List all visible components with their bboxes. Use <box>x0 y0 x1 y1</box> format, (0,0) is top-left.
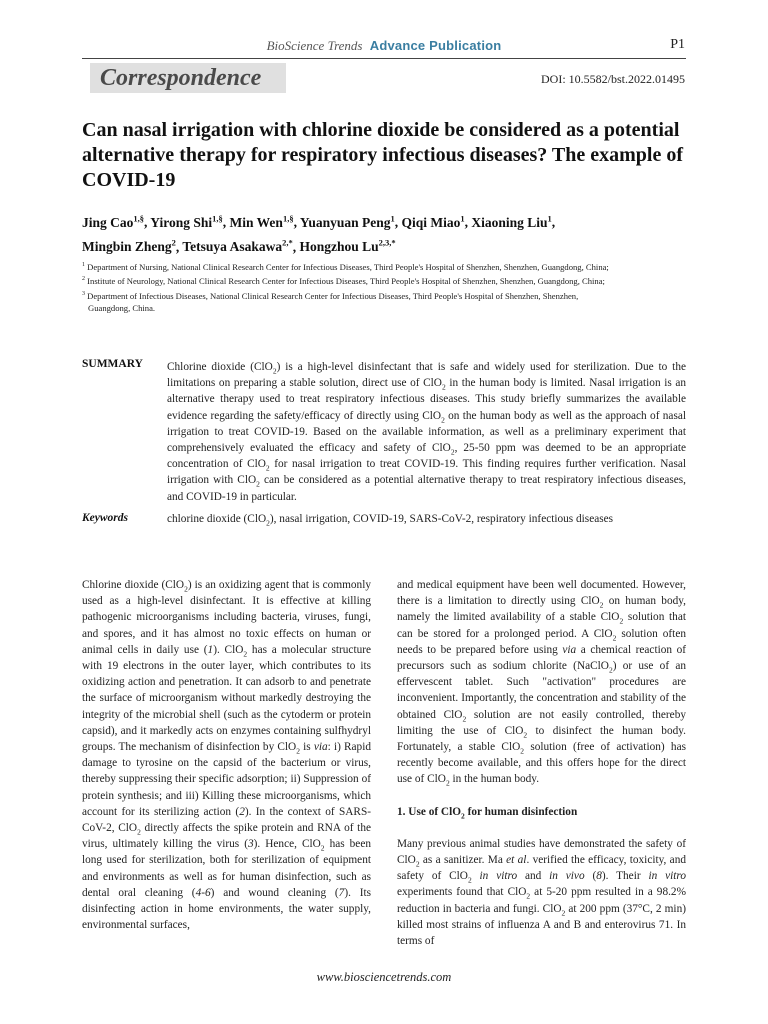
section-tag: Correspondence <box>90 63 286 93</box>
body-paragraph: Many previous animal studies have demonstrated the safety of ClO$_2$ as a sanitizer. Ma et al. verified the efficacy, toxicity, and safety of ClO$_2$ in vitro and in vivo (8). Their in vitro experiments found that ClO$_2$ at 5-20 ppm resulted in a 98.2% reduction in bacteria and fungi. ClO$_2$ at 200 ppm (37°C, 2 min) killed most strains of influenza A and B and enterovirus 71. In terms of <box>397 837 687 948</box>
author: Jing Cao$^{1,\S}$ <box>82 213 145 230</box>
body-column-right <box>397 577 686 949</box>
header-divider <box>82 58 686 59</box>
author: Mingbin Zheng$^2$ <box>82 237 176 254</box>
author: Yuanyuan Peng$^1$ <box>299 213 395 230</box>
author: Tetsuya Asakawa$^{2,*}$ <box>182 237 293 254</box>
author-list: Jing Cao$^{1,\S}$, Yirong Shi$^{1,\S}$, Min Wen$^{1,\S}$, Yuanyuan Peng$^1$, Qiqi Miao$^1$, Xiaoning Liu$^1$, Mingbin Zheng$^2$, Tetsuya Asakawa$^{2,*}$, Hongzhou $Lu^{2,3,*}$ <box>82 213 556 254</box>
body-paragraph: Chlorine dioxide (ClO$_2$) is an oxidizing agent that is commonly used as a high-level disinfectant. It is effective at killing pathogenic microorganisms including bacteria, viruses, fungi, and spores, and it has almost no toxic effects on human or animal cells in daily use (1). ClO$_2$ has a molecular structure with 19 electrons in the outer layer, which contributes to its oxidizing action and penetration. It can adsorb to and penetrate the surface of microorganism without markedly destroying the integrity of the microbial shell (such as the cytoderm or protein capsid), and it markedly acts on enzymes containing sulfhydryl groups. The mechanism of disinfection by ClO$_2$ is via: i) Rapid damage to tyrosine on the capsid of the bacterium or virus, thereby suppressing their specific adsorption; ii) Suppression of protein synthesis; and iii) Killing these microorganisms, which account for its sterilizing action (2). In the context of SARS-CoV-2, ClO$_2$ directly affects the spike protein and RNA of the virus, ultimately killing the virus (3). Hence, ClO$_2$ has been long used for sterilization, both for sterilization of equipment and environments as well as for human disinfection, such as dental oral cleaning (4-6) and wound cleaning (7). Its disinfecting action in home environments, the water supply, environmental surfaces, <box>82 579 372 932</box>
keywords-text: chlorine dioxide (ClO$_2$), nasal irrigation, COVID-19, SARS-CoV-2, respiratory infectious diseases <box>167 513 614 528</box>
author: Qiqi Miao$^1$ <box>401 213 465 230</box>
author: Hongzhou $Lu^{2,3,*}$ <box>299 237 396 254</box>
affiliation: $^1$ Department of Nursing, National Clinical Research Center for Infectious Diseases, Third People's Hospital of Shenzhen, Shenzhen, Guangdong, China; <box>82 261 609 272</box>
journal-name: BioScience Trends <box>266 38 363 53</box>
journal-header <box>0 38 768 54</box>
affiliation: $^3$ Department of Infectious Diseases, National Clinical Research Center for Infectious Diseases, Third People's Hospital of Shenzhen, Shenzhen, Guangdong, China. <box>82 290 579 314</box>
summary-label: SUMMARY <box>82 358 143 370</box>
publication-label: Advance Publication <box>369 38 502 53</box>
keywords-label: Keywords <box>82 512 128 524</box>
article-title: Can nasal irrigation with chlorine dioxide be considered as a potential alternative therapy for respiratory infectious diseases? The example of COVID-19 <box>82 119 684 191</box>
author: Xiaoning Liu$^1$ <box>471 213 552 230</box>
doi: DOI: 10.5582/bst.2022.01495 <box>541 72 685 86</box>
body-paragraph: and medical equipment have been well documented. However, there is a limitation to directly using ClO$_2$ on human body, namely the limited availability of a stable ClO$_2$ solution that can be stored for a prolonged period. A ClO$_2$ solution often needs to be prepared before using via a chemical reaction of precursors such as sodium chlorite (NaClO$_2$) or use of an effervescent tablet. Such "activation" procedures are inconvenient. Importantly, the concentration and stability of the obtained ClO$_2$ solution are not easily controlled, thereby limiting the use of ClO$_2$ to disinfect the human body. Fortunately, a stable ClO$_2$ solution (free of activation) has recently become available, and this offers hope for the direct use of ClO$_2$ in the human body. <box>397 579 686 788</box>
section-heading: 1. Use of ClO$_2$ for human disinfection <box>397 805 578 820</box>
summary-text: Chlorine dioxide (ClO$_2$) is a high-level disinfectant that is safe and widely used for sterilization. Due to the limitations on preparing a stable solution, direct use of ClO$_2$ in the human body is limited. Nasal irrigation is an alternative therapy used to treat respiratory infectious diseases. This study briefly summarizes the available evidence regarding the safety/efficacy of directly using ClO$_2$ on the human body as well as the approach of nasal irrigation to treat COVID-19. Based on the available information, as well as a preliminary experiment that comprehensively evaluated the efficacy and safety of ClO$_2$, 25-50 ppm was deemed to be an appropriate concentration of ClO$_2$ for nasal irrigation to treat COVID-19. This finding requires further verification. Nasal irrigation with ClO$_2$ can be considered as a potential alternative therapy to treat respiratory infectious diseases, and COVID-19 in particular. <box>167 361 687 503</box>
page-number: P1 <box>670 37 685 52</box>
footer-url[interactable]: www.biosciencetrends.com <box>316 970 452 984</box>
author: Yirong Shi$^{1,\S}$ <box>150 213 223 230</box>
author: Min Wen$^{1,\S}$ <box>229 213 294 230</box>
body-column-left <box>82 577 371 933</box>
affiliations <box>82 259 688 315</box>
affiliation: $^2$ Institute of Neurology, National Clinical Research Center for Infectious Diseases, Third People's Hospital of Shenzhen, Shenzhen, Guangdong, China; <box>82 276 605 287</box>
